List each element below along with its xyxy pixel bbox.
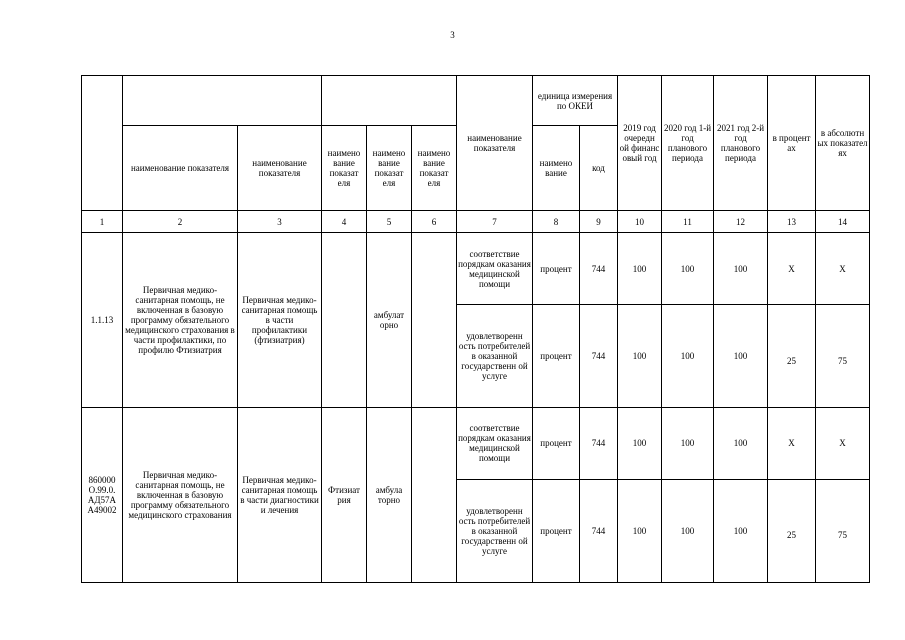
header-col2: наименование показателя <box>123 126 238 211</box>
header-group-content-empty <box>123 76 322 126</box>
deviation-percent: X <box>768 407 816 479</box>
deviation-percent: 25 <box>768 305 816 407</box>
deviation-absolute: 75 <box>816 479 870 582</box>
unit-name: процент <box>533 407 580 479</box>
service-condition: амбулат орно <box>367 233 412 407</box>
page-number: 3 <box>450 30 455 40</box>
value-2021: 100 <box>714 407 768 479</box>
service-content-detail: Первичная медико-санитарная помощь в части профилактики (фтизиатрия) <box>238 233 322 407</box>
service-content: Первичная медико-санитарная помощь, не включенная в базовую программу обязательного медицинского страхования в части профилактики, по профилю Фтизиатрия <box>123 233 238 407</box>
col-number: 7 <box>457 211 533 233</box>
service-condition-extra <box>412 407 457 582</box>
col-number: 14 <box>816 211 870 233</box>
value-2019: 100 <box>618 233 662 305</box>
service-condition-extra <box>412 233 457 407</box>
indicator-name: соответствие порядкам оказания медицинской помощи <box>457 233 533 305</box>
col-number: 10 <box>618 211 662 233</box>
deviation-absolute: X <box>816 407 870 479</box>
col-number: 6 <box>412 211 457 233</box>
header-okei-code: код <box>580 126 618 211</box>
service-profile: Фтизиат рия <box>322 407 367 582</box>
col-number: 1 <box>82 211 123 233</box>
value-2019: 100 <box>618 479 662 582</box>
unit-code: 744 <box>580 479 618 582</box>
col-number: 12 <box>714 211 768 233</box>
header-col6: наимено вание показат еля <box>412 126 457 211</box>
unit-code: 744 <box>580 305 618 407</box>
col-number: 5 <box>367 211 412 233</box>
registry-number: 1.1.13 <box>82 233 123 407</box>
header-col5: наимено вание показат еля <box>367 126 412 211</box>
indicator-name: соответствие порядкам оказания медицинской помощи <box>457 407 533 479</box>
header-year-2020: 2020 год 1-й год планового периода <box>662 76 714 211</box>
col-number: 4 <box>322 211 367 233</box>
column-number-row <box>82 211 870 233</box>
value-2021: 100 <box>714 479 768 582</box>
header-group-conditions-empty <box>322 76 457 126</box>
unit-name: процент <box>533 305 580 407</box>
service-content: Первичная медико-санитарная помощь, не включенная в базовую программу обязательного медицинского страхования <box>123 407 238 582</box>
col-number: 8 <box>533 211 580 233</box>
value-2019: 100 <box>618 407 662 479</box>
service-profile <box>322 233 367 407</box>
value-2021: 100 <box>714 233 768 305</box>
col-number: 9 <box>580 211 618 233</box>
deviation-absolute: 75 <box>816 305 870 407</box>
col-number: 11 <box>662 211 714 233</box>
value-2020: 100 <box>662 305 714 407</box>
value-2021: 100 <box>714 305 768 407</box>
header-year-2019: 2019 год очередн ой финанс овый год <box>618 76 662 211</box>
indicator-name: удовлетворенн ость потребителей в оказанной государственн ой услуге <box>457 305 533 407</box>
indicators-table <box>81 75 870 583</box>
registry-number: 860000 О.99.0. АД57А А49002 <box>82 407 123 582</box>
value-2020: 100 <box>662 479 714 582</box>
unit-name: процент <box>533 233 580 305</box>
unit-name: процент <box>533 479 580 582</box>
header-col4: наимено вание показат еля <box>322 126 367 211</box>
service-content-detail: Первичная медико-санитарная помощь в части диагностики и лечения <box>238 407 322 582</box>
header-percent: в процент ах <box>768 76 816 211</box>
col-number: 13 <box>768 211 816 233</box>
deviation-percent: X <box>768 233 816 305</box>
header-absolute: в абсолютн ых показател ях <box>816 76 870 211</box>
value-2020: 100 <box>662 233 714 305</box>
value-2019: 100 <box>618 305 662 407</box>
indicator-name: удовлетворенн ость потребителей в оказанной государственн ой услуге <box>457 479 533 582</box>
header-indicator-name: наименование показателя <box>457 76 533 211</box>
header-col1-empty <box>82 76 123 211</box>
header-col3: наименование показателя <box>238 126 322 211</box>
value-2020: 100 <box>662 407 714 479</box>
unit-code: 744 <box>580 407 618 479</box>
service-condition: амбула торно <box>367 407 412 582</box>
header-year-2021: 2021 год 2-й год планового периода <box>714 76 768 211</box>
header-okei-name: наимено вание <box>533 126 580 211</box>
header-okei: единица измерения по ОКЕИ <box>533 76 618 126</box>
col-number: 2 <box>123 211 238 233</box>
unit-code: 744 <box>580 233 618 305</box>
deviation-percent: 25 <box>768 479 816 582</box>
col-number: 3 <box>238 211 322 233</box>
table-row <box>82 407 870 479</box>
table-row <box>82 233 870 305</box>
deviation-absolute: X <box>816 233 870 305</box>
